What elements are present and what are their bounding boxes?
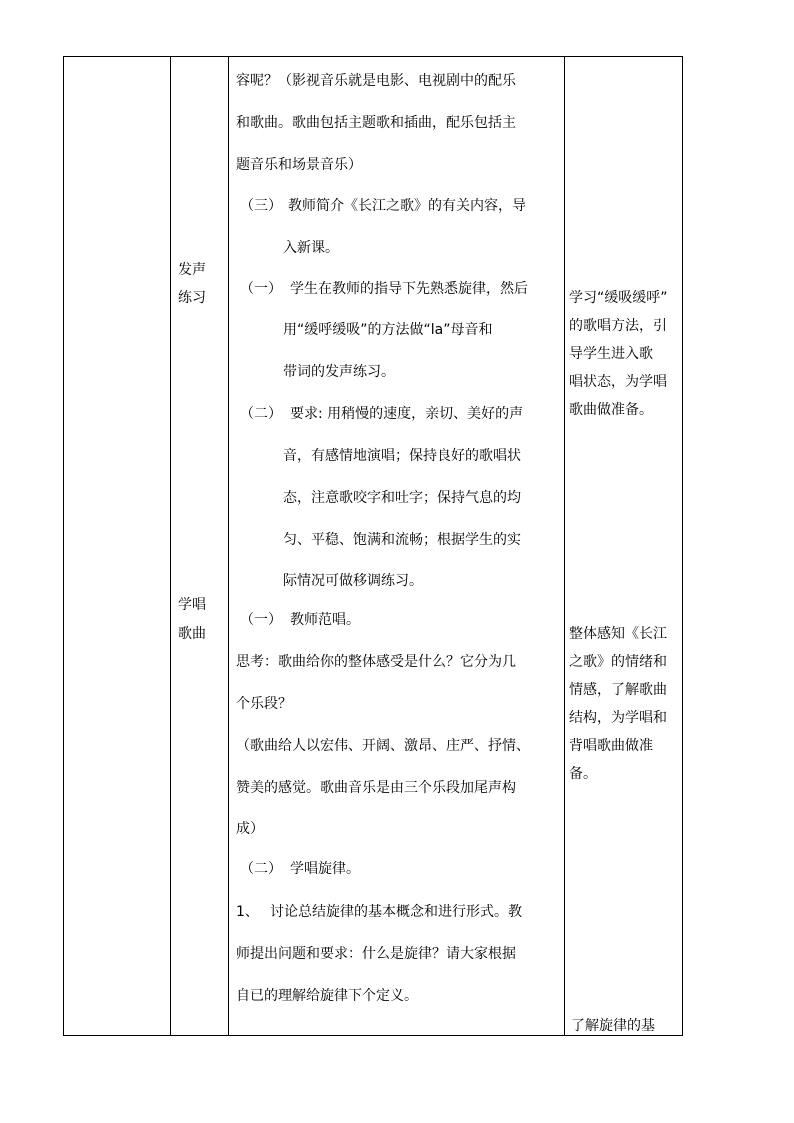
process-text: 讨论总结旋律的基本概念和进行形式。教 [270,904,522,920]
process-text: 带词的发声练习。 [283,364,395,380]
process-text: 题音乐和场景音乐） [236,157,362,173]
intent-text: 学习“缓吸缓呼” [569,290,668,306]
column-divider-1 [170,56,171,1036]
process-text: 要求: 用稍慢的速度，亲切、美好的声 [290,406,524,422]
process-text: 际情况可做移调练习。 [283,573,423,589]
intent-text: 唱状态，为学唱 [569,374,667,390]
process-text: 态，注意歌咬字和吐字；保持气息的均 [283,490,521,506]
intent-text: 歌曲做准备。 [569,402,653,418]
process-text: 思考：歌曲给你的整体感受是什么？它分为几 [236,654,516,670]
process-text: 音，有感情地演唱；保持良好的歌唱状 [283,448,521,464]
column-divider-2 [228,56,229,1036]
process-text: 学生在教师的指导下先熟悉旋律，然后 [290,281,528,297]
intent-text: 了解旋律的基 [571,1018,655,1034]
intent-text: 备。 [569,766,597,782]
section-learn-line1: 学唱 [178,597,206,613]
process-text: 用“缓呼缓吸”的方法做“la”母音和 [283,322,493,338]
process-text: 自已的理解给旋律下个定义。 [236,988,418,1004]
process-text: 和歌曲。歌曲包括主题歌和插曲，配乐包括主 [236,115,516,131]
step-label: （二） [240,861,282,877]
intent-text: 情感，了解歌曲 [569,682,667,698]
process-text: （歌曲给人以宏伟、开阔、激昂、庄严、抒情、 [236,738,530,754]
step-label: （一） [240,281,282,297]
column-divider-3 [564,56,565,1036]
intent-text: 背唱歌曲做准 [569,738,653,754]
process-text: 教师简介《长江之歌》的有关内容，导 [288,198,526,214]
section-learn-line2: 歌曲 [178,626,206,642]
intent-text: 导学生进入歌 [569,346,653,362]
process-text: 个乐段？ [236,696,292,712]
process-text: 教师范唱。 [290,612,360,628]
step-label: （三） [240,198,282,214]
step-label: （一） [240,612,282,628]
step-label: 1、 [236,904,259,920]
process-text: 赞美的感觉。歌曲音乐是由三个乐段加尾声构 [236,780,516,796]
intent-text: 整体感知《长江 [569,626,667,642]
intent-text: 之歌》的情绪和 [569,654,667,670]
intent-text: 结构，为学唱和 [569,710,667,726]
section-warmup-line1: 发声 [178,262,206,278]
process-text: 学唱旋律。 [290,861,360,877]
table-bottom-border [63,1035,683,1036]
process-text: 容呢？（影视音乐就是电影、电视剧中的配乐 [236,73,516,89]
step-label: （二） [240,406,282,422]
table-left-border [63,56,64,1036]
table-right-border [682,56,683,1036]
process-text: 成） [236,821,264,837]
section-warmup-line2: 练习 [178,290,206,306]
process-text: 匀、平稳、饱满和流畅；根据学生的实 [283,532,521,548]
intent-text: 的歌唱方法，引 [569,318,667,334]
process-text: 入新课。 [283,240,339,256]
process-text: 师提出问题和要求：什么是旋律？请大家根据 [236,946,516,962]
table-top-border [63,56,683,57]
